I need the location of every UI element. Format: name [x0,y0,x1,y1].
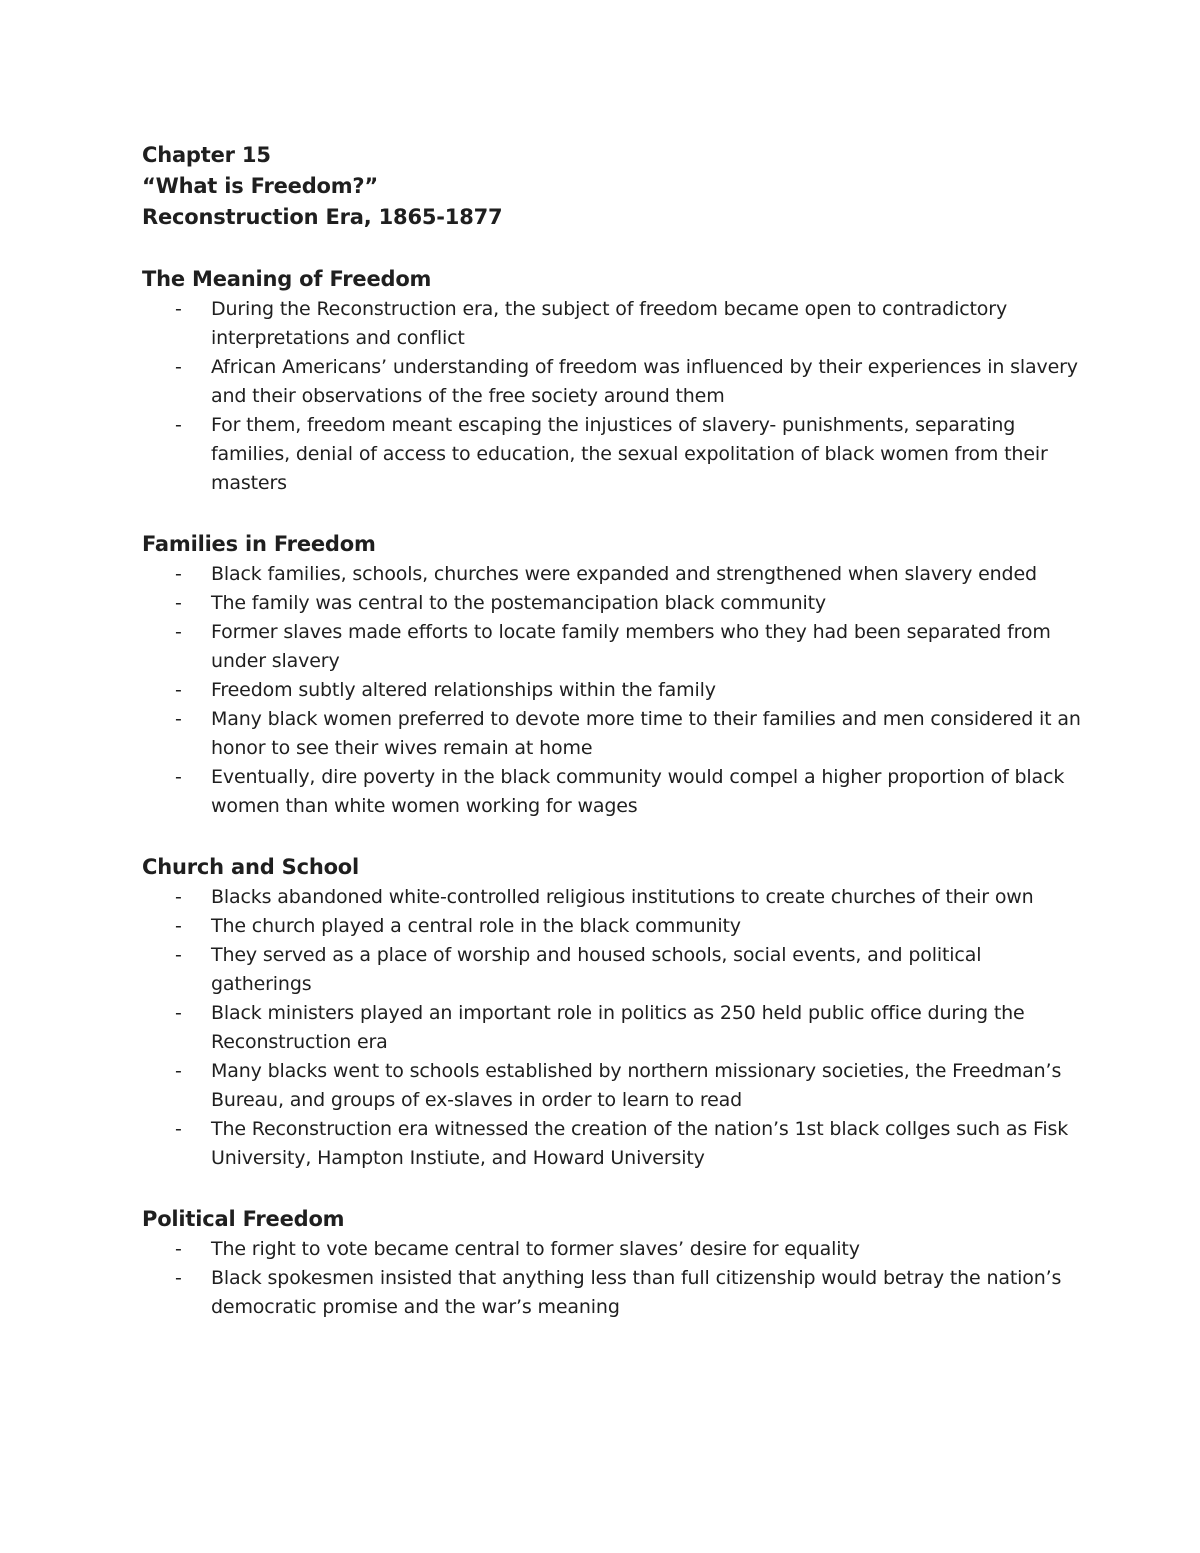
dash-bullet-icon: - [175,1118,182,1140]
document-page [142,140,1082,1322]
bullet-list [142,883,1082,1173]
dash-bullet-icon: - [175,1267,182,1289]
bullet-text: Black families, schools, churches were expanded and strengthened when slavery ended [211,563,1037,585]
bullet-text: The church played a central role in the black community [211,915,741,937]
dash-bullet-icon: - [175,766,182,788]
bullet-item [142,883,1082,912]
section-families-in-freedom [142,529,1082,821]
section-church-and-school [142,852,1082,1173]
bullet-text: Many blacks went to schools established by northern missionary societies, the Freedman’s Bureau, and groups of ex-slaves in order to learn to read [211,1060,1062,1111]
bullet-item [142,999,1082,1057]
section-political-freedom [142,1204,1082,1322]
chapter-question: “What is Freedom?” [142,174,379,198]
section-the-meaning-of-freedom [142,264,1082,498]
bullet-list [142,560,1082,821]
bullet-item [142,1235,1082,1264]
bullet-item [142,589,1082,618]
section-heading: The Meaning of Freedom [142,267,432,291]
bullet-text: Freedom subtly altered relationships within the family [211,679,716,701]
dash-bullet-icon: - [175,915,182,937]
bullet-item [142,705,1082,763]
document-header [142,140,1082,233]
bullet-item [142,941,1082,999]
chapter-heading: Chapter 15 [142,143,271,167]
section-heading: Political Freedom [142,1207,345,1231]
bullet-text: Many black women preferred to devote more time to their families and men considered it an honor to see their wives remain at home [211,708,1081,759]
bullet-text: During the Reconstruction era, the subject of freedom became open to contradictory interpretations and conflict [211,298,1008,349]
bullet-item [142,1264,1082,1322]
dash-bullet-icon: - [175,414,182,436]
bullet-text: Eventually, dire poverty in the black community would compel a higher proportion of black women than white women working for wages [211,766,1065,817]
bullet-item [142,353,1082,411]
dash-bullet-icon: - [175,592,182,614]
bullet-item [142,295,1082,353]
dash-bullet-icon: - [175,621,182,643]
bullet-item [142,676,1082,705]
bullet-item [142,763,1082,821]
dash-bullet-icon: - [175,944,182,966]
bullet-text: Blacks abandoned white-controlled religious institutions to create churches of their own [211,886,1034,908]
sections-container [142,264,1082,1322]
dash-bullet-icon: - [175,1002,182,1024]
bullet-text: The Reconstruction era witnessed the creation of the nation’s 1st black collges such as Fisk University, Hampton Instiute, and Howard University [211,1118,1069,1169]
bullet-text: Black spokesmen insisted that anything less than full citizenship would betray the nation’s democratic promise and the war’s meaning [211,1267,1062,1318]
dash-bullet-icon: - [175,298,182,320]
bullet-item [142,1115,1082,1173]
bullet-item [142,1057,1082,1115]
section-heading: Church and School [142,855,360,879]
bullet-list [142,1235,1082,1322]
section-heading: Families in Freedom [142,532,376,556]
dash-bullet-icon: - [175,679,182,701]
dash-bullet-icon: - [175,356,182,378]
dash-bullet-icon: - [175,708,182,730]
dash-bullet-icon: - [175,1060,182,1082]
dash-bullet-icon: - [175,1238,182,1260]
bullet-list [142,295,1082,498]
bullet-item [142,411,1082,498]
dash-bullet-icon: - [175,886,182,908]
bullet-text: Black ministers played an important role in politics as 250 held public office during the Reconstruction era [211,1002,1025,1053]
bullet-text: The family was central to the postemancipation black community [211,592,827,614]
bullet-text: For them, freedom meant escaping the injustices of slavery- punishments, separating families, denial of access to education, the sexual expolitation of black women from their masters [211,414,1048,494]
dash-bullet-icon: - [175,563,182,585]
bullet-text: Former slaves made efforts to locate family members who they had been separated from under slavery [211,621,1051,672]
bullet-text: The right to vote became central to former slaves’ desire for equality [211,1238,860,1260]
bullet-item [142,912,1082,941]
bullet-item [142,618,1082,676]
bullet-item [142,560,1082,589]
era-heading: Reconstruction Era, 1865-1877 [142,205,503,229]
bullet-text: They served as a place of worship and housed schools, social events, and political gatherings [211,944,982,995]
bullet-text: African Americans’ understanding of freedom was influenced by their experiences in slavery and their observations of the free society around them [211,356,1078,407]
